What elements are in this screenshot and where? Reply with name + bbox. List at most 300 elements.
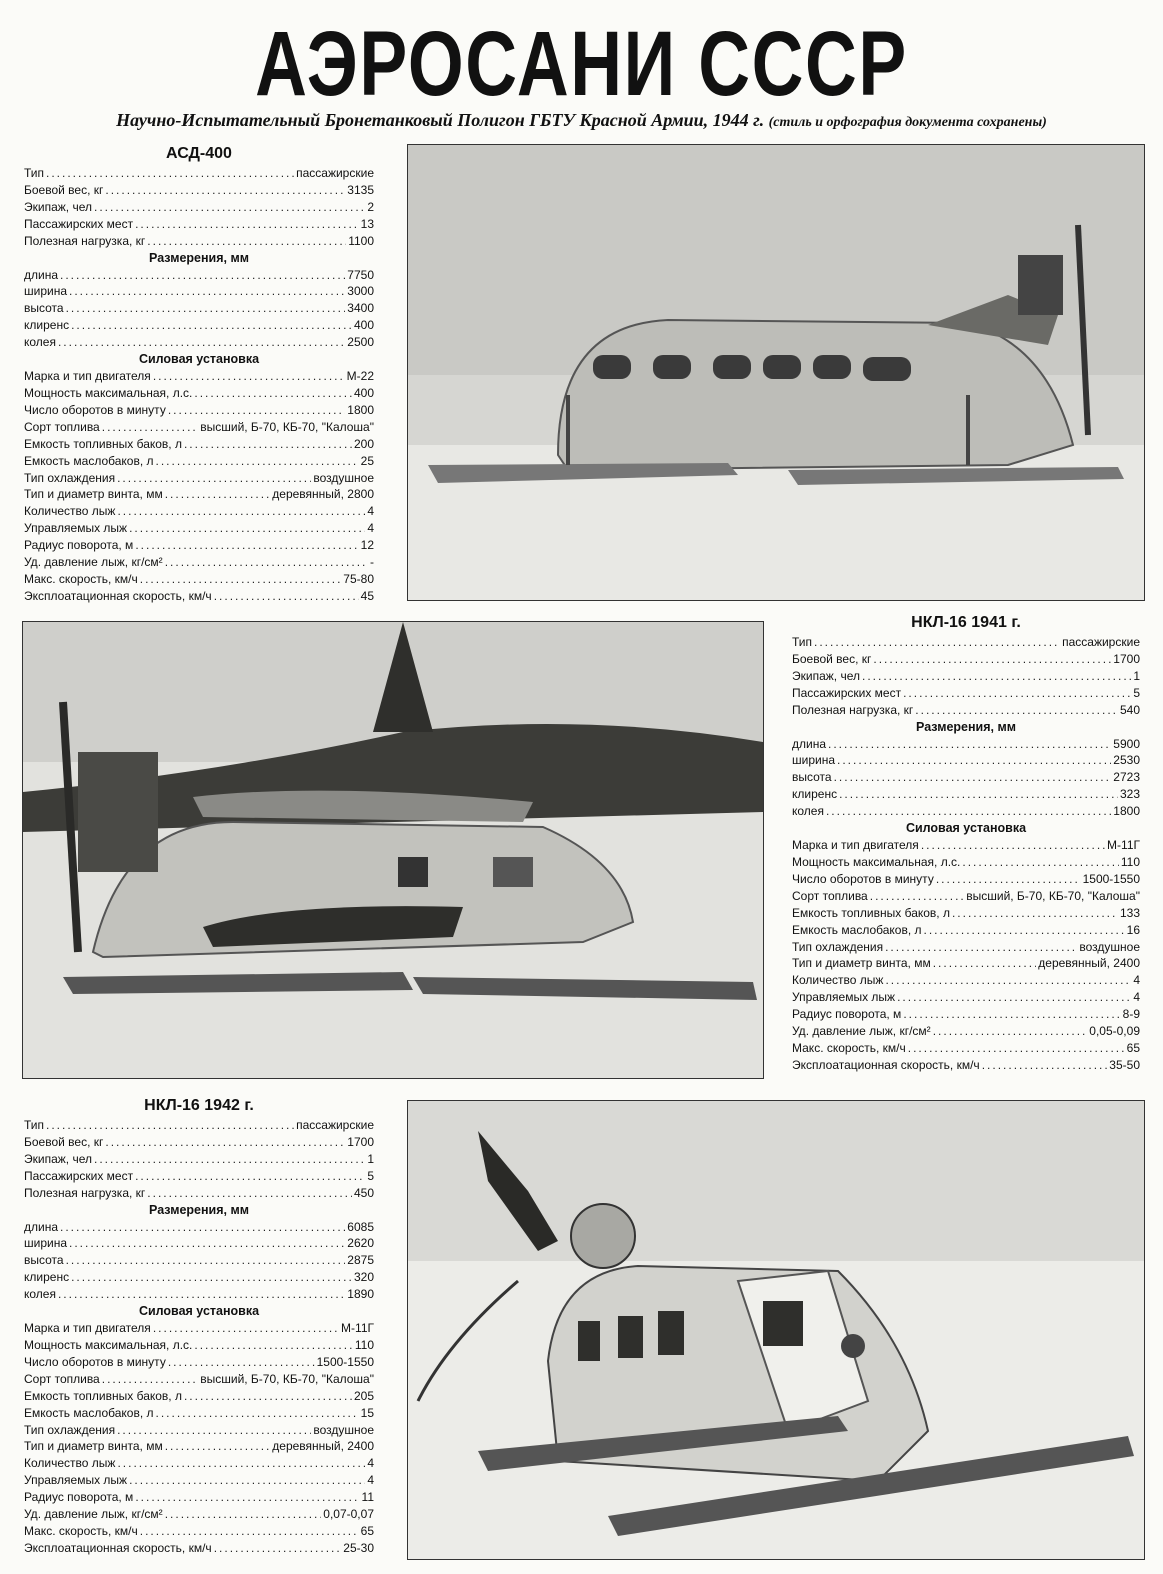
spec-value: пассажирские: [296, 1118, 374, 1132]
dot-leader: [873, 651, 1111, 668]
spec-row: [24, 503, 374, 520]
dot-leader: [69, 1235, 345, 1252]
spec-row: [24, 1371, 374, 1388]
dot-leader: [60, 1219, 345, 1236]
dot-leader: [135, 537, 358, 554]
spec-label: Боевой вес, кг: [24, 182, 104, 197]
spec-label: Тип охлаждения: [24, 1422, 116, 1437]
spec-value: воздушное: [1079, 939, 1140, 954]
dot-leader: [814, 634, 1060, 651]
spec-label: Марка и тип двигателя: [24, 1321, 151, 1336]
spec-value: 25: [360, 453, 374, 468]
spec-value: 7750: [347, 267, 374, 282]
spec-value: 540: [1119, 702, 1140, 717]
spec-value: деревянный, 2400: [1038, 956, 1140, 971]
spec-label: Макс. скорость, км/ч: [24, 571, 138, 586]
spec-label: Экипаж, чел: [792, 668, 860, 683]
dot-leader: [153, 1320, 339, 1337]
section-heading-powerplant: Силовая установка: [905, 821, 1027, 836]
dot-leader: [129, 520, 365, 537]
spec-value: 11: [361, 1490, 374, 1505]
spec-value: 1700: [1113, 651, 1140, 666]
spec-value: 35-50: [1109, 1057, 1140, 1072]
spec-row: [24, 1455, 374, 1472]
dot-leader: [117, 503, 365, 520]
section-heading-dimensions: Размерения, мм: [149, 250, 249, 265]
spec-row: [792, 1023, 1140, 1040]
spec-label: Радиус поворота, м: [24, 1490, 134, 1505]
spec-label: Эксплоатационная скорость, км/ч: [24, 1540, 212, 1555]
spec-value: 4: [1133, 973, 1140, 988]
spec-value: 4: [367, 1473, 374, 1488]
spec-row: [24, 1134, 374, 1151]
spec-label: Управляемых лыж: [24, 521, 128, 536]
spec-row: [792, 651, 1140, 668]
dot-leader: [94, 199, 365, 216]
dot-leader: [58, 1286, 345, 1303]
spec-value: 0,07-0,07: [323, 1507, 374, 1522]
spec-label: ширина: [24, 284, 68, 299]
spec-row: [24, 1320, 374, 1337]
spec-label: Пассажирских мест: [24, 216, 134, 231]
dot-leader: [135, 1168, 365, 1185]
spec-label: Уд. давление лыж, кг/см²: [24, 555, 163, 570]
spec-row: [24, 1540, 374, 1557]
section-heading-powerplant: Силовая установка: [138, 352, 260, 367]
dot-leader: [140, 571, 342, 588]
spec-row: [24, 571, 374, 588]
dot-leader: [184, 436, 352, 453]
dot-leader: [117, 1455, 365, 1472]
dot-leader: [924, 922, 1125, 939]
spec-row: [24, 1489, 374, 1506]
spec-label: Мощность максимальная, л.с.: [792, 854, 961, 869]
dot-leader: [129, 1472, 365, 1489]
spec-row: [24, 1438, 374, 1455]
dot-leader: [915, 702, 1118, 719]
dot-leader: [156, 453, 359, 470]
spec-row: [24, 1252, 374, 1269]
dot-leader: [147, 1185, 352, 1202]
dot-leader: [147, 233, 346, 250]
spec-value: 1500-1550: [1082, 871, 1140, 886]
spec-value: 400: [353, 318, 374, 333]
dot-leader: [105, 1134, 345, 1151]
page-title: АЭРОСАНИ СССР: [255, 13, 908, 115]
dot-leader: [870, 888, 965, 905]
spec-row: [24, 470, 374, 487]
spec-row: [24, 537, 374, 554]
spec-value: 65: [360, 1523, 374, 1538]
spec-row: [792, 668, 1140, 685]
spec-label: Число оборотов в минуту: [24, 402, 166, 417]
spec-value: 5: [367, 1168, 374, 1183]
spec-row: [24, 300, 374, 317]
spec-row: [792, 837, 1140, 854]
spec-value: 1800: [1113, 804, 1140, 819]
dot-leader: [194, 385, 352, 402]
dot-leader: [71, 317, 352, 334]
spec-value: 2723: [1113, 770, 1140, 785]
spec-row: [792, 786, 1140, 803]
spec-label: Пассажирских мест: [24, 1168, 134, 1183]
dot-leader: [153, 368, 345, 385]
dot-leader: [135, 216, 359, 233]
dot-leader: [165, 554, 368, 571]
dot-leader: [46, 165, 294, 182]
spec-value: высший, Б-70, КБ-70, "Калоша": [966, 888, 1140, 903]
spec-label: Полезная нагрузка, кг: [24, 1185, 146, 1200]
spec-label: Уд. давление лыж, кг/см²: [792, 1024, 931, 1039]
spec-row: [24, 436, 374, 453]
spec-row: [24, 368, 374, 385]
spec-value: 5: [1133, 685, 1140, 700]
spec-value: 65: [1126, 1040, 1140, 1055]
spec-value: 1500-1550: [316, 1354, 374, 1369]
spec-row: [792, 1057, 1140, 1074]
spec-label: Емкость топливных баков, л: [24, 436, 182, 451]
dot-leader: [105, 182, 345, 199]
spec-row: [24, 1269, 374, 1286]
dot-leader: [140, 1523, 359, 1540]
spec-label: Тип и диаметр винта, мм: [24, 487, 163, 502]
vehicle-name: НКЛ-16 1941 г.: [911, 614, 1021, 631]
spec-value: 6085: [347, 1219, 374, 1234]
subtitle-note: (стиль и орфография документа сохранены): [768, 115, 1047, 130]
spec-value: 15: [360, 1405, 374, 1420]
dot-leader: [184, 1388, 352, 1405]
dot-leader: [839, 786, 1118, 803]
spec-label: Марка и тип двигателя: [792, 838, 919, 853]
spec-label: Емкость маслобаков, л: [24, 1405, 154, 1420]
dot-leader: [135, 1489, 359, 1506]
spec-label: Тип охлаждения: [24, 470, 116, 485]
spec-label: колея: [24, 335, 56, 350]
dot-leader: [828, 736, 1111, 753]
dot-leader: [66, 1252, 346, 1269]
spec-label: высота: [24, 301, 64, 316]
spec-label: Управляемых лыж: [792, 990, 896, 1005]
spec-value: высший, Б-70, КБ-70, "Калоша": [200, 419, 374, 434]
spec-label: Эксплоатационная скорость, км/ч: [792, 1057, 980, 1072]
dot-leader: [69, 283, 345, 300]
spec-row: [792, 803, 1140, 820]
spec-row: [24, 1286, 374, 1303]
spec-value: 400: [353, 385, 374, 400]
dot-leader: [46, 1117, 294, 1134]
spec-row: [792, 972, 1140, 989]
spec-label: Марка и тип двигателя: [24, 369, 151, 384]
spec-value: 200: [353, 436, 374, 451]
spec-value: М-22: [346, 369, 374, 384]
spec-value: 205: [353, 1388, 374, 1403]
spec-label: Сорт топлива: [24, 1371, 100, 1386]
spec-label: Тип и диаметр винта, мм: [792, 956, 931, 971]
spec-label: Количество лыж: [24, 1456, 116, 1471]
dot-leader: [58, 334, 345, 351]
spec-row: [792, 989, 1140, 1006]
spec-label: высота: [24, 1253, 64, 1268]
spec-value: 1100: [348, 233, 374, 248]
spec-value: 1: [367, 1151, 374, 1166]
spec-value: деревянный, 2800: [272, 487, 374, 502]
spec-value: 2875: [347, 1253, 374, 1268]
dot-leader: [962, 854, 1118, 871]
spec-label: Экипаж, чел: [24, 1151, 92, 1166]
spec-value: 2500: [347, 335, 374, 350]
spec-row: [24, 1219, 374, 1236]
photo-nkl16-1942: [407, 1100, 1145, 1560]
dot-leader: [102, 419, 199, 436]
spec-value: 320: [353, 1270, 374, 1285]
spec-label: Эксплоатационная скорость, км/ч: [24, 588, 212, 603]
spec-value: 1800: [347, 402, 374, 417]
spec-value: 2: [367, 199, 374, 214]
spec-row: [24, 334, 374, 351]
spec-row: [792, 955, 1140, 972]
spec-value: -: [370, 555, 374, 570]
spec-label: Количество лыж: [24, 504, 116, 519]
section-heading-powerplant: Силовая установка: [138, 1304, 260, 1319]
spec-value: 16: [1126, 922, 1140, 937]
spec-row: [24, 1422, 374, 1439]
dot-leader: [826, 803, 1111, 820]
dot-leader: [982, 1057, 1108, 1074]
dot-leader: [156, 1405, 359, 1422]
spec-label: длина: [24, 1219, 59, 1234]
dot-leader: [117, 470, 311, 487]
spec-row: [24, 216, 374, 233]
spec-row: [24, 385, 374, 402]
dot-leader: [862, 668, 1131, 685]
spec-label: длина: [24, 267, 59, 282]
spec-row: [24, 1337, 374, 1354]
dot-leader: [834, 769, 1112, 786]
spec-label: Макс. скорость, км/ч: [24, 1523, 138, 1538]
spec-label: Емкость топливных баков, л: [792, 905, 950, 920]
dot-leader: [71, 1269, 352, 1286]
spec-label: Сорт топлива: [792, 888, 868, 903]
dot-leader: [952, 905, 1118, 922]
spec-value: воздушное: [313, 1422, 374, 1437]
spec-label: Полезная нагрузка, кг: [24, 233, 146, 248]
spec-row: [792, 1040, 1140, 1057]
spec-row: [24, 267, 374, 284]
spec-row: [792, 736, 1140, 753]
spec-row: [24, 1354, 374, 1371]
section-heading-dimensions: Размерения, мм: [149, 1202, 249, 1217]
spec-row: [24, 165, 374, 182]
spec-row: [24, 1523, 374, 1540]
spec-row: [792, 888, 1140, 905]
dot-leader: [903, 1006, 1120, 1023]
spec-row: [24, 520, 374, 537]
dot-leader: [933, 1023, 1088, 1040]
spec-value: пассажирские: [1062, 635, 1140, 649]
spec-label: колея: [24, 1287, 56, 1302]
spec-value: 4: [1133, 990, 1140, 1005]
spec-row: [24, 1472, 374, 1489]
spec-label: клиренс: [792, 787, 838, 802]
spec-value: 1700: [347, 1134, 374, 1149]
section-heading-dimensions: Размерения, мм: [916, 719, 1016, 734]
spec-label: Тип: [24, 166, 45, 180]
spec-label: Полезная нагрузка, кг: [792, 702, 914, 717]
spec-label: Мощность максимальная, л.с.: [24, 385, 193, 400]
spec-row: [24, 1168, 374, 1185]
photo-asd400: [407, 144, 1145, 601]
photo-nkl16-1941: [22, 621, 764, 1079]
photo-asd400-drawing: [408, 145, 1144, 600]
spec-label: Экипаж, чел: [24, 199, 92, 214]
subtitle-text: Научно-Испытательный Бронетанковый Полигон ГБТУ Красной Армии, 1944 г.: [116, 110, 765, 130]
spec-label: Макс. скорость, км/ч: [792, 1040, 906, 1055]
spec-label: длина: [792, 736, 827, 751]
spec-row: [24, 199, 374, 216]
spec-row: [792, 702, 1140, 719]
photo-nkl16-1942-drawing: [408, 1101, 1144, 1559]
spec-label: Тип: [792, 635, 813, 649]
spec-row: [792, 1006, 1140, 1023]
spec-row: [24, 554, 374, 571]
spec-row: [792, 634, 1140, 651]
spec-row: [792, 752, 1140, 769]
spec-value: высший, Б-70, КБ-70, "Калоша": [200, 1371, 374, 1386]
dot-leader: [214, 1540, 342, 1557]
dot-leader: [117, 1422, 311, 1439]
dot-leader: [194, 1337, 352, 1354]
spec-label: Боевой вес, кг: [792, 651, 872, 666]
spec-value: 2530: [1113, 753, 1140, 768]
spec-value: пассажирские: [296, 166, 374, 180]
spec-row: [24, 1117, 374, 1134]
dot-leader: [94, 1151, 365, 1168]
spec-label: клиренс: [24, 318, 70, 333]
spec-value: 13: [360, 216, 374, 231]
spec-block-asd400: [24, 143, 374, 605]
dot-leader: [837, 752, 1111, 769]
spec-row: [24, 1388, 374, 1405]
spec-value: М-11Г: [341, 1321, 374, 1336]
spec-value: 3000: [347, 284, 374, 299]
spec-label: клиренс: [24, 1270, 70, 1285]
spec-row: [792, 922, 1140, 939]
spec-block-nkl16-1942: [24, 1095, 374, 1557]
spec-label: Сорт топлива: [24, 419, 100, 434]
spec-label: Уд. давление лыж, кг/см²: [24, 1507, 163, 1522]
dot-leader: [60, 267, 345, 284]
dot-leader: [165, 1438, 271, 1455]
spec-value: 2620: [347, 1236, 374, 1251]
spec-value: 4: [367, 521, 374, 536]
spec-row: [24, 419, 374, 436]
spec-row: [24, 1506, 374, 1523]
spec-value: 133: [1119, 905, 1140, 920]
spec-label: Тип: [24, 1118, 45, 1132]
spec-row: [24, 486, 374, 503]
spec-label: Мощность максимальная, л.с.: [24, 1337, 193, 1352]
spec-label: Боевой вес, кг: [24, 1134, 104, 1149]
dot-leader: [908, 1040, 1125, 1057]
spec-row: [24, 402, 374, 419]
vehicle-name: АСД-400: [166, 145, 232, 162]
spec-label: Управляемых лыж: [24, 1473, 128, 1488]
spec-row: [24, 233, 374, 250]
spec-label: Число оборотов в минуту: [24, 1354, 166, 1369]
vehicle-name: НКЛ-16 1942 г.: [144, 1097, 254, 1114]
dot-leader: [214, 588, 359, 605]
spec-label: Число оборотов в минуту: [792, 871, 934, 886]
spec-block-nkl16-1941: [792, 612, 1140, 1074]
dot-leader: [168, 1354, 315, 1371]
spec-value: 323: [1119, 787, 1140, 802]
spec-row: [24, 283, 374, 300]
spec-value: 25-30: [343, 1540, 374, 1555]
dot-leader: [921, 837, 1105, 854]
dot-leader: [102, 1371, 199, 1388]
dot-leader: [936, 871, 1081, 888]
spec-label: ширина: [792, 753, 836, 768]
spec-label: Радиус поворота, м: [24, 538, 134, 553]
spec-row: [792, 939, 1140, 956]
spec-row: [24, 588, 374, 605]
spec-value: 75-80: [343, 571, 374, 586]
spec-value: 3135: [347, 182, 374, 197]
spec-value: 0,05-0,09: [1089, 1024, 1140, 1039]
spec-label: Емкость маслобаков, л: [24, 453, 154, 468]
dot-leader: [897, 989, 1131, 1006]
spec-value: 110: [354, 1337, 374, 1352]
spec-row: [24, 317, 374, 334]
spec-label: Пассажирских мест: [792, 685, 902, 700]
dot-leader: [165, 486, 271, 503]
spec-label: Радиус поворота, м: [792, 1007, 902, 1022]
spec-row: [792, 871, 1140, 888]
spec-value: деревянный, 2400: [272, 1439, 374, 1454]
spec-label: Емкость маслобаков, л: [792, 922, 922, 937]
dot-leader: [903, 685, 1131, 702]
spec-value: 5900: [1113, 736, 1140, 751]
page-subtitle: [0, 110, 1163, 131]
spec-label: высота: [792, 770, 832, 785]
spec-value: М-11Г: [1107, 838, 1140, 853]
spec-value: 450: [353, 1185, 374, 1200]
spec-value: 1: [1133, 668, 1140, 683]
spec-value: воздушное: [313, 470, 374, 485]
spec-row: [24, 453, 374, 470]
spec-label: Тип охлаждения: [792, 939, 884, 954]
spec-label: колея: [792, 804, 824, 819]
spec-value: 4: [367, 504, 374, 519]
spec-value: 110: [1120, 854, 1140, 869]
spec-row: [792, 685, 1140, 702]
dot-leader: [168, 402, 345, 419]
spec-value: 4: [367, 1456, 374, 1471]
spec-row: [792, 769, 1140, 786]
spec-value: 1890: [347, 1287, 374, 1302]
dot-leader: [885, 939, 1077, 956]
spec-row: [24, 1151, 374, 1168]
spec-label: ширина: [24, 1236, 68, 1251]
photo-nkl16-1941-drawing: [23, 622, 763, 1078]
spec-row: [24, 1185, 374, 1202]
dot-leader: [933, 955, 1037, 972]
spec-value: 3400: [347, 301, 374, 316]
spec-row: [24, 1405, 374, 1422]
spec-value: 8-9: [1122, 1007, 1140, 1022]
spec-label: Тип и диаметр винта, мм: [24, 1439, 163, 1454]
spec-row: [792, 905, 1140, 922]
